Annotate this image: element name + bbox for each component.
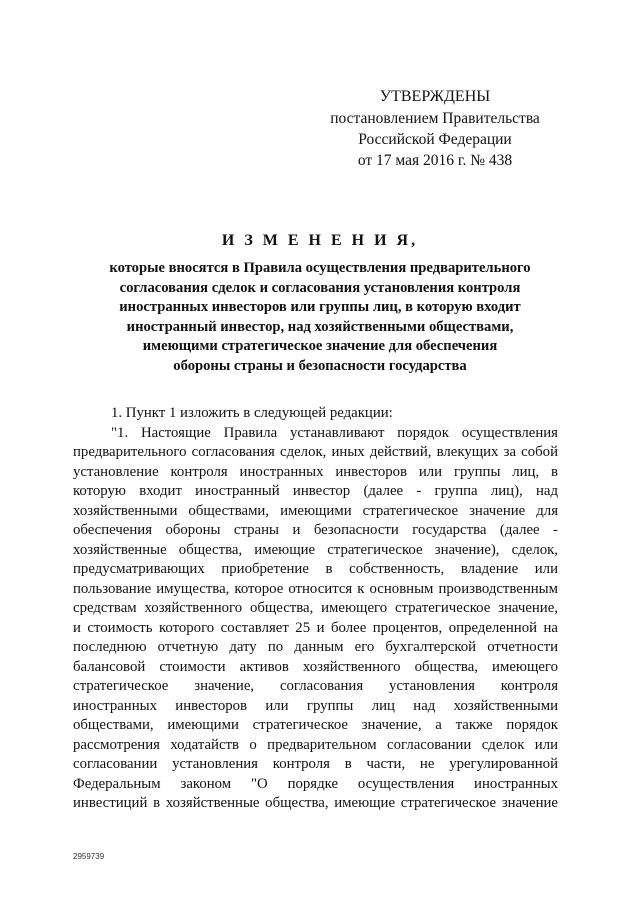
body-line: Федеральным законом "О порядке осуществления иностранных [73,775,558,792]
document-subtitle [60,259,580,377]
body-line: "1. Настоящие Правила устанавливают порядок осуществления [111,424,558,441]
approval-line: постановлением Правительства [330,110,540,127]
document-id: 2959739 [73,852,105,861]
document-body [73,404,558,814]
subtitle-line: обороны страны и безопасности государства [173,357,467,374]
body-line: которую входит иностранный инвестор (далее - группа лиц), над [73,483,558,499]
body-line: балансовой стоимости активов хозяйственного общества, имеющего [73,658,558,675]
body-line: предварительного согласования сделок, иных действий, влекущих за собой [73,444,558,460]
subtitle-line: которые вносятся в Правила осуществления предварительного [109,260,531,276]
document-title: И З М Е Н Е Н И Я, [221,232,419,249]
body-line: предусматривающих приобретение в собственность, владение или [73,561,558,577]
body-line: обществами, имеющими стратегическое значение, а также порядок [73,717,558,733]
approval-title: УТВЕРЖДЕНЫ [379,88,491,105]
body-line: пользование имущества, которое относится к основным производственным [73,580,558,597]
subtitle-line: иностранный инвестор, над хозяйственными обществами, [126,318,514,335]
body-line: хозяйственные общества, имеющие стратегическое значение), сделок, [73,541,558,558]
body-line: инвестиций в хозяйственные общества, имеющие стратегическое значение [73,795,558,811]
body-line: иностранных инвесторов или группы лиц над хозяйственными [73,697,558,714]
body-line: средствам хозяйственного общества, имеющего стратегическое значение, [73,600,558,616]
subtitle-line: иностранных инвесторов или группы лиц, в которую входит [119,299,521,316]
approval-line: Российской Федерации [358,131,512,148]
body-line: хозяйственными обществами, имеющими стратегическое значение для [73,502,558,519]
body-line: стратегическое значение, согласования установления контроля [73,678,558,694]
body-line: последнюю отчетную дату по данным его бухгалтерской отчетности [73,639,558,655]
subtitle-line: имеющими стратегическое значение для обеспечения [142,338,498,355]
body-line: обеспечения обороны страны и безопасности государства (далее - [73,522,558,538]
body-line: и стоимость которого составляет 25 и более процентов, определенной на [73,619,558,636]
body-line: рассмотрения ходатайств о предварительном согласовании сделок или [73,736,558,753]
approval-line: от 17 мая 2016 г. № 438 [357,152,513,169]
body-line: 1. Пункт 1 изложить в следующей редакции: [111,405,393,421]
body-line: установление контроля иностранных инвесторов или группы лиц, в [73,463,558,480]
body-line: согласовании установления контроля в части, не урегулированной [73,756,558,772]
subtitle-line: согласования сделок и согласования установления контроля [119,279,521,296]
approval-block [330,86,540,171]
